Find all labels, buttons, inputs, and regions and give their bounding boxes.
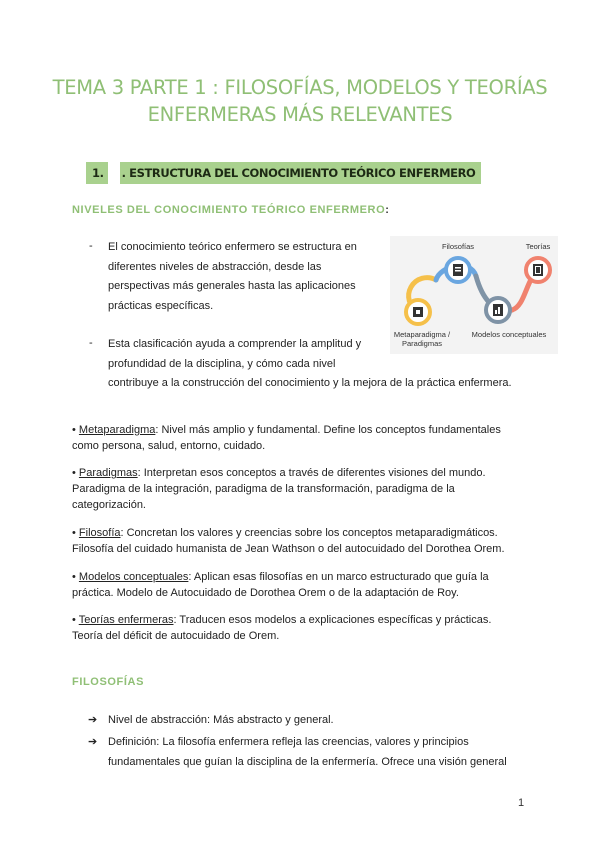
- bullet-dot: •: [72, 467, 76, 479]
- level-term: Paradigmas: [78, 467, 138, 479]
- niveles-bullet-1-line: prácticas específicas.: [108, 299, 214, 312]
- bullet-dot: •: [72, 614, 76, 626]
- level-desc: : Interpretan esos conceptos a través de diferentes visiones del mundo.: [137, 467, 486, 479]
- page-number: 1: [518, 797, 525, 809]
- level-desc-line: Paradigma de la integración, paradigma de la transformación, paradigma de la: [72, 483, 455, 495]
- filosofias-item-1: Nivel de abstracción: Más abstracto y general.: [108, 714, 334, 726]
- document-title-line1: TEMA 3 PARTE 1 : FILOSOFÍAS, MODELOS Y TEORÍAS: [52, 76, 548, 99]
- bullet-dot: •: [72, 571, 76, 583]
- niveles-bullet-2-line: profundidad de la disciplina, y cómo cada nivel: [108, 357, 336, 370]
- niveles-bullet-1-line: diferentes niveles de abstracción, desde las: [108, 260, 322, 273]
- niveles-heading-text: NIVELES DEL CONOCIMIENTO TEÓRICO ENFERMERO: [72, 204, 386, 216]
- knowledge-levels-diagram: [390, 236, 558, 354]
- dash-marker-2: -: [89, 337, 93, 349]
- section-title: . ESTRUCTURA DEL CONOCIMIENTO TEÓRICO ENFERMERO: [120, 162, 482, 184]
- puzzle-icon: [413, 307, 423, 317]
- level-desc-line: como persona, salud, entorno, cuidado.: [72, 440, 266, 452]
- filosofias-item-2-line: Definición: La filosofía enfermera refleja las creencias, valores y principios: [108, 736, 469, 748]
- level-item: [72, 569, 532, 601]
- level-desc: : Aplican esas filosofías en un marco estructurado que guía la: [188, 571, 489, 583]
- bullet-dot: •: [72, 424, 76, 436]
- chart-icon: [493, 304, 503, 316]
- niveles-heading: [72, 204, 390, 216]
- diagram-label-metaparadigma: Metaparadigma /: [393, 330, 451, 339]
- section-number: 1.: [86, 162, 108, 184]
- level-item: [72, 422, 532, 454]
- level-desc-line: práctica. Modelo de Autocuidado de Dorothea Orem o de la adaptación de Roy.: [72, 587, 459, 599]
- level-desc-line: categorización.: [72, 499, 146, 511]
- diagram-label-filosofias: Filosofías: [441, 242, 475, 251]
- filosofias-item-2-line: fundamentales que guían la disciplina de la enfermería. Ofrece una visión general: [108, 756, 507, 768]
- filosofias-heading: FILOSOFÍAS: [72, 676, 144, 688]
- level-desc: : Nivel más amplio y fundamental. Define los conceptos fundamentales: [155, 424, 501, 436]
- level-term: Modelos conceptuales: [78, 571, 189, 583]
- niveles-bullet-2-line: contribuye a la construcción del conocimiento y la mejora de la práctica enfermera.: [108, 377, 512, 389]
- diagram-label-teorias: Teorías: [525, 242, 551, 251]
- niveles-bullet-1-line: perspectivas más generales hasta las aplicaciones: [108, 280, 356, 292]
- niveles-bullet-2-line: Esta clasificación ayuda a comprender la amplitud y: [108, 338, 362, 350]
- section-heading: [86, 162, 481, 184]
- arrow-marker: ➔: [88, 736, 98, 748]
- bullet-dot: •: [72, 527, 76, 539]
- filosofias-item-2: [108, 732, 528, 772]
- level-desc: : Traducen esos modelos a explicaciones específicas y prácticas.: [173, 614, 492, 626]
- niveles-bullet-1-line: El conocimiento teórico enfermero se estructura en: [108, 241, 357, 253]
- document-icon: [453, 264, 463, 276]
- niveles-bullet-1: [108, 238, 378, 316]
- level-desc-line: Teoría del déficit de autocuidado de Orem.: [72, 630, 280, 642]
- level-term: Metaparadigma: [78, 424, 156, 436]
- niveles-heading-colon: :: [385, 204, 390, 216]
- level-term: Teorías enfermeras: [78, 614, 174, 626]
- level-item: [72, 612, 532, 644]
- diagram-label-paradigmas: Paradigmas: [401, 339, 443, 348]
- level-desc-line: Filosofía del cuidado humanista de Jean Wathson o del autocuidado del Dorothea Orem.: [72, 543, 505, 555]
- book-icon: [533, 264, 543, 276]
- level-item: [72, 465, 532, 513]
- level-term: Filosofía: [78, 527, 121, 539]
- dash-marker-1: -: [89, 240, 93, 252]
- level-desc: : Concretan los valores y creencias sobre los conceptos metaparadigmáticos.: [120, 527, 498, 539]
- level-item: [72, 525, 532, 557]
- diagram-label-modelos: Modelos conceptuales: [471, 330, 547, 339]
- arrow-marker: ➔: [88, 714, 98, 726]
- document-title-line2: ENFERMERAS MÁS RELEVANTES: [147, 103, 453, 126]
